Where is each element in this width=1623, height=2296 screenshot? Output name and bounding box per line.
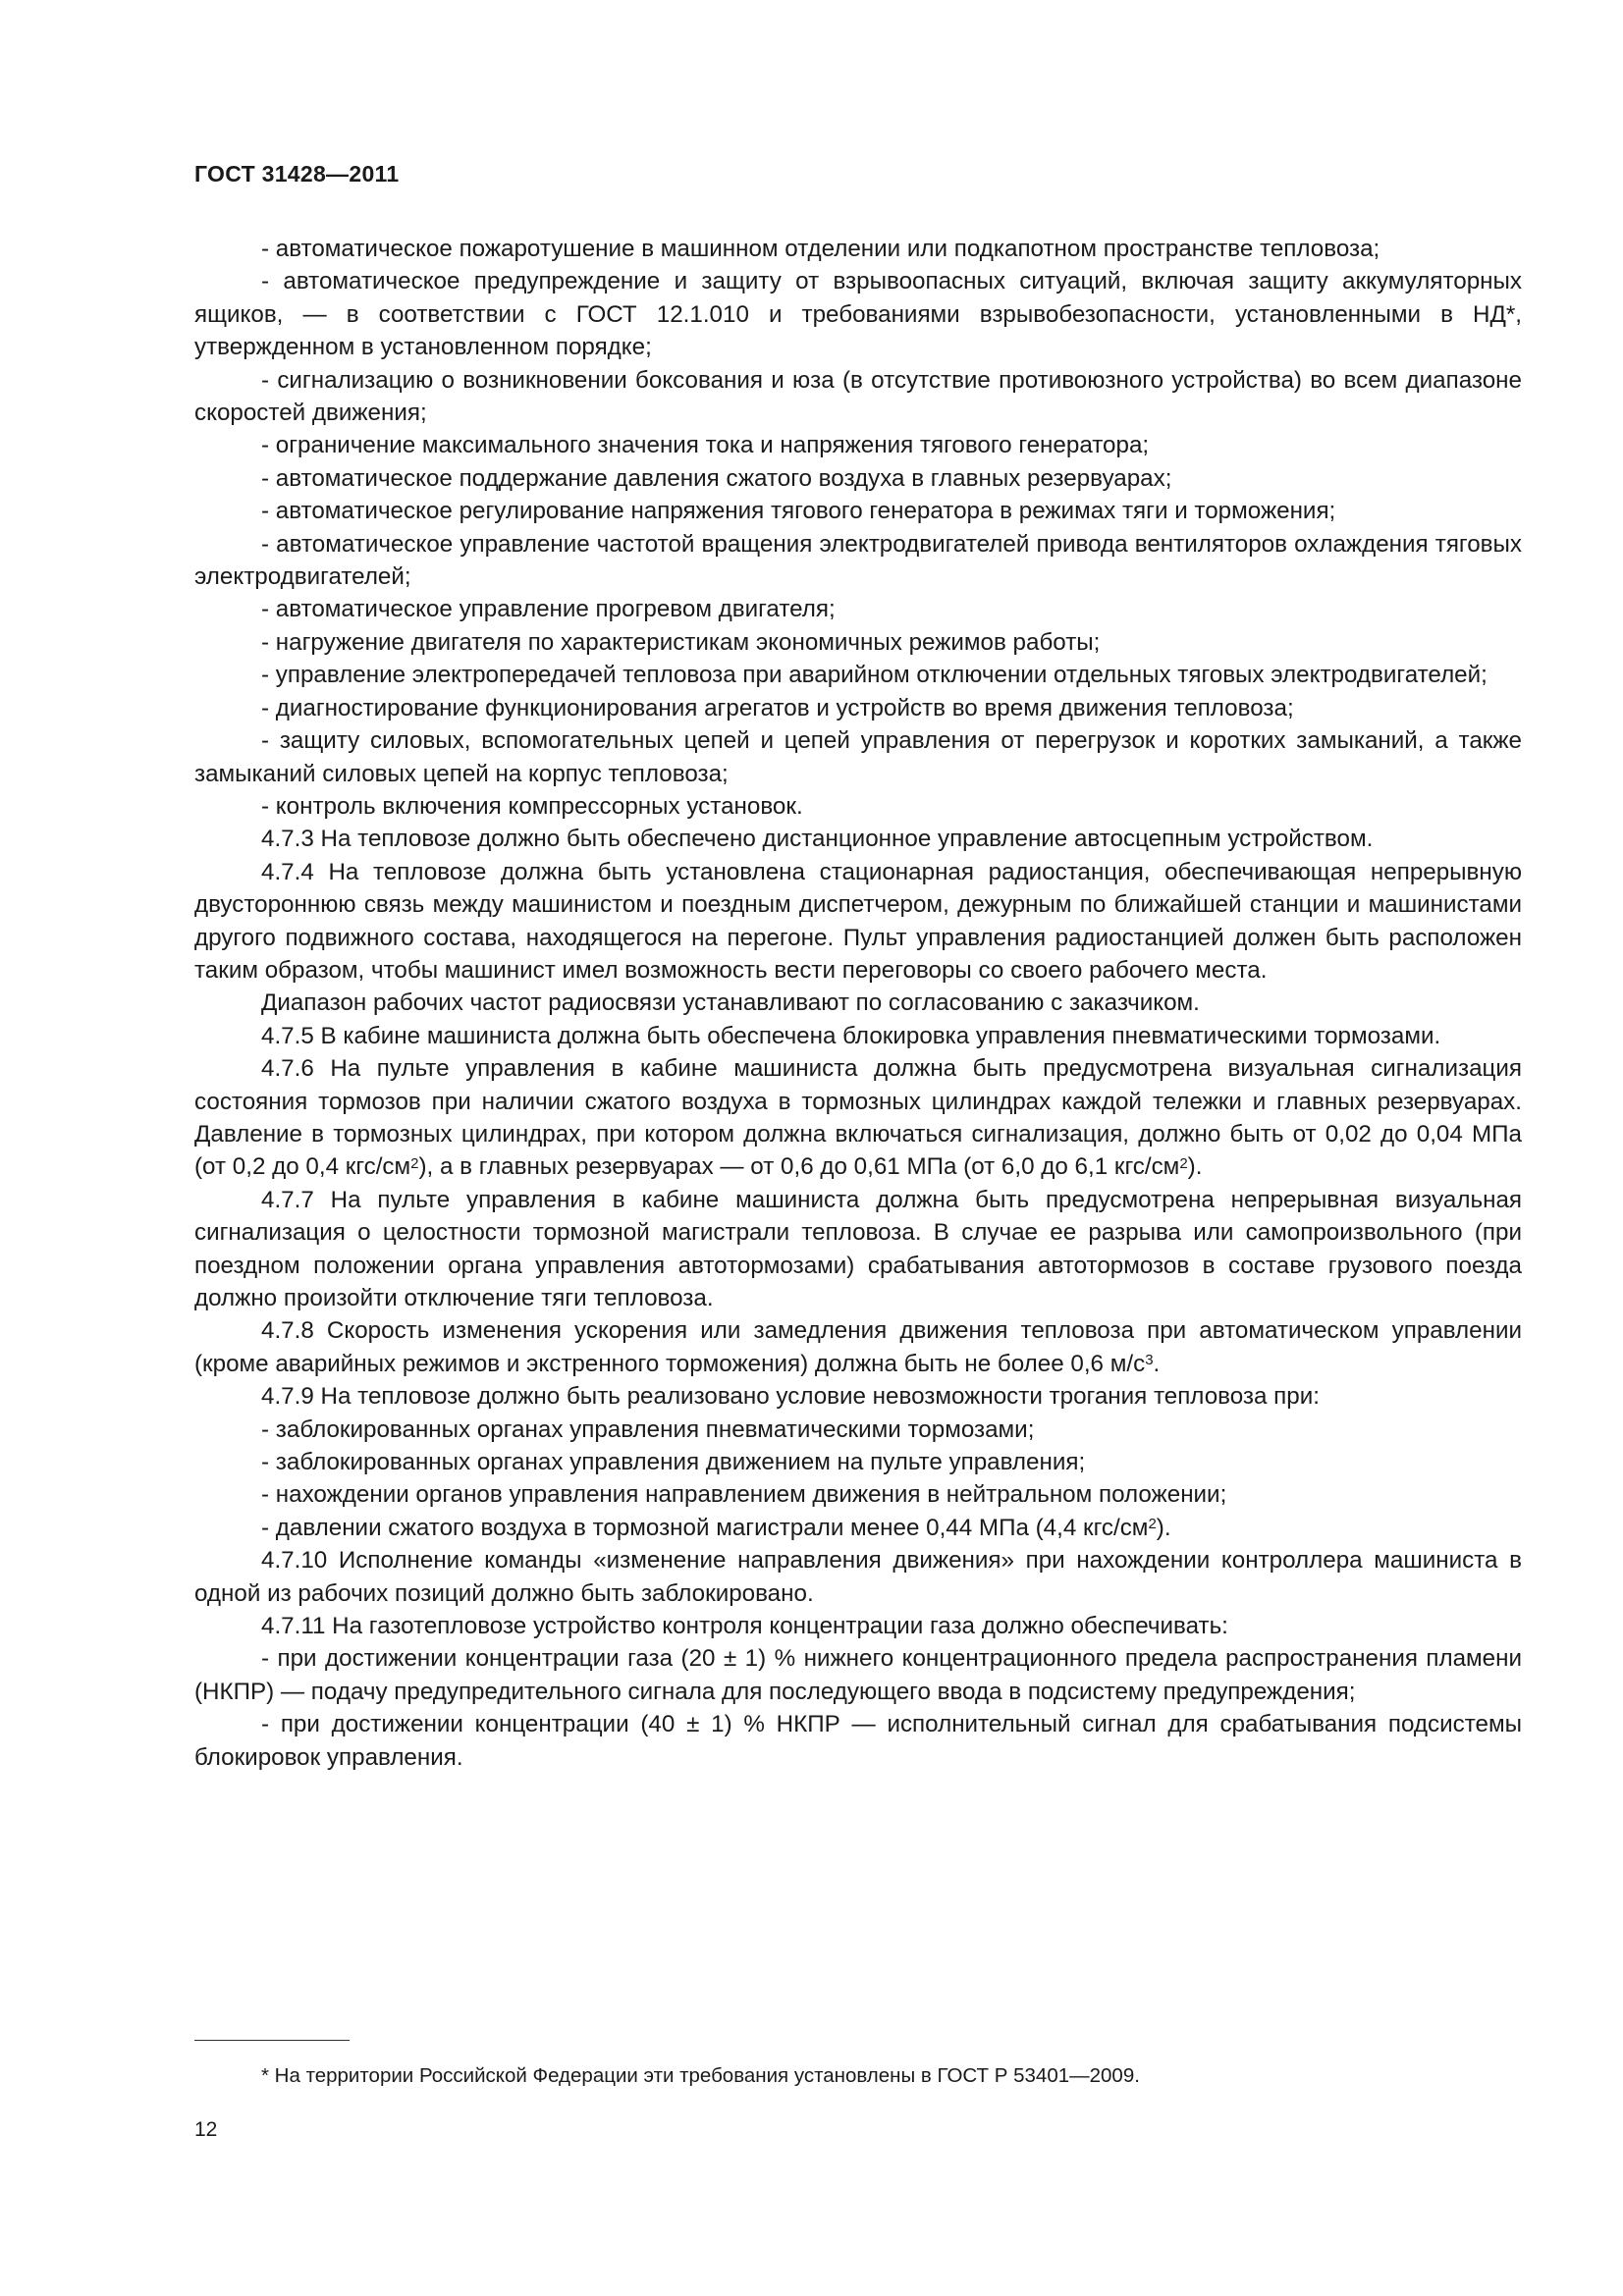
paragraph: - контроль включения компрессорных установок. bbox=[261, 792, 803, 820]
paragraph: - автоматическое поддержание давления сжатого воздуха в главных резервуарах; bbox=[261, 464, 1172, 492]
paragraph: - при достижении концентрации газа (20 ± 1) % нижнего концентрационного предела распространения пламени (НКПР) — подачу предупредительного сигнала для последующего ввода в подсистему предупреждения; bbox=[194, 1645, 1522, 1705]
paragraph: - нахождении органов управления направлением движения в нейтральном положении; bbox=[261, 1481, 1227, 1509]
section-4-7-3: 4.7.3 На тепловозе должно быть обеспечено дистанционное управление автосцепным устройством. bbox=[261, 826, 1374, 853]
paragraph: - заблокированных органах управления движением на пульте управления; bbox=[261, 1449, 1086, 1476]
document-body bbox=[194, 233, 1522, 1774]
section-4-7-6: 4.7.6 На пульте управления в кабине машиниста должна быть предусмотрена визуальная сигнализация состояния тормозов при наличии сжатого воздуха в тормозных цилиндрах каждой тележки и главных резервуарах. Давление в тормозных цилиндрах, при котором должна включаться сигнализация, должно быть от 0,02 до 0,04 МПа (от 0,2 до 0,4 кгс/$см^2$), а в главных резервуарах — от 0,6 до 0,61 МПа (от 6,0 до 6,1 кгс/$см^2$). bbox=[194, 1055, 1522, 1181]
paragraph: - заблокированных органах управления пневматическими тормозами; bbox=[261, 1415, 1035, 1443]
paragraph: - автоматическое регулирование напряжения тягового генератора в режимах тяги и торможения; bbox=[261, 498, 1336, 525]
paragraph: - автоматическое предупреждение и защиту от взрывоопасных ситуаций, включая защиту аккумуляторных ящиков, — в соответствии с ГОСТ 12.1.010 и требованиями взрывобезопасности, установленными в НД*, утвержденном в установленном порядке; bbox=[194, 268, 1522, 361]
paragraph: - при достижении концентрации (40 ± 1) % НКПР — исполнительный сигнал для срабатывания подсистемы блокировок управления. bbox=[194, 1711, 1522, 1771]
section-4-7-8: 4.7.8 Скорость изменения ускорения или замедления движения тепловоза при автоматическом управлении (кроме аварийных режимов и экстренного торможения) должна быть не более 0,6 $м/с^3$. bbox=[194, 1317, 1522, 1377]
paragraph: Диапазон рабочих частот радиосвязи устанавливают по согласованию с заказчиком. bbox=[261, 989, 1200, 1017]
section-4-7-11: 4.7.11 На газотепловозе устройство контроля концентрации газа должно обеспечивать: bbox=[261, 1613, 1228, 1640]
page-number: 12 bbox=[194, 2118, 218, 2141]
section-4-7-4: 4.7.4 На тепловозе должна быть установлена стационарная радиостанция, обеспечивающая непрерывную двустороннюю связь между машинистом и поездным диспетчером, дежурным по ближайшей станции и машинистами другого подвижного состава, находящегося на перегоне. Пульт управления радиостанцией должен быть расположен таким образом, чтобы машинист имел возможность вести переговоры со своего рабочего места. bbox=[194, 858, 1522, 984]
paragraph: - диагностирование функционирования агрегатов и устройств во время движения тепловоза; bbox=[261, 694, 1294, 721]
paragraph: - автоматическое управление частотой вращения электродвигателей привода вентиляторов охлаждения тяговых электродвигателей; bbox=[194, 530, 1522, 591]
document-header: ГОСТ 31428—2011 bbox=[194, 161, 400, 187]
paragraph: - защиту силовых, вспомогательных цепей и цепей управления от перегрузок и коротких замыканий, а также замыканий силовых цепей на корпус тепловоза; bbox=[194, 727, 1522, 787]
paragraph: - автоматическое пожаротушение в машинном отделении или подкапотном пространстве тепловоза; bbox=[261, 236, 1380, 262]
paragraph: - ограничение максимального значения тока и напряжения тягового генератора; bbox=[261, 432, 1150, 459]
paragraph: - управление электропередачей тепловоза при аварийном отключении отдельных тяговых электродвигателей; bbox=[261, 662, 1488, 689]
paragraph: - автоматическое управление прогревом двигателя; bbox=[261, 596, 836, 623]
section-4-7-7: 4.7.7 На пульте управления в кабине машиниста должна быть предусмотрена непрерывная визуальная сигнализация о целостности тормозной магистрали тепловоза. В случае ее разрыва или самопроизвольного (при поездном положении органа управления автотормозами) срабатывания автотормозов в составе грузового поезда должно произойти отключение тяги тепловоза. bbox=[194, 1186, 1522, 1311]
footnote: * На территории Российской Федерации эти требования установлены в ГОСТ Р 53401—2009. bbox=[261, 2064, 1140, 2087]
section-4-7-5: 4.7.5 В кабине машиниста должна быть обеспечена блокировка управления пневматическими тормозами. bbox=[261, 1022, 1441, 1049]
paragraph: - давлении сжатого воздуха в тормозной магистрали менее 0,44 МПа (4,4 кгс/$см^2$). bbox=[261, 1514, 1171, 1541]
paragraph: - нагружение двигателя по характеристикам экономичных режимов работы; bbox=[261, 628, 1101, 656]
section-4-7-9: 4.7.9 На тепловозе должно быть реализовано условие невозможности трогания тепловоза при: bbox=[261, 1383, 1320, 1411]
footnote-divider bbox=[194, 2040, 350, 2041]
section-4-7-10: 4.7.10 Исполнение команды «изменение направления движения» при нахождении контроллера машиниста в одной из рабочих позиций должно быть заблокировано. bbox=[194, 1547, 1522, 1607]
paragraph: - сигнализацию о возникновении боксования и юза (в отсутствие противоюзного устройства) во всем диапазоне скоростей движения; bbox=[194, 366, 1522, 427]
